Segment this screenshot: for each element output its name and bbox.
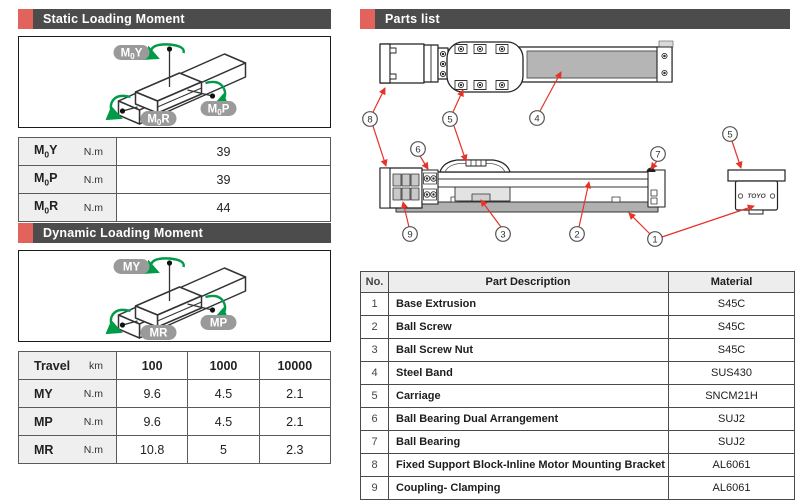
table-row: $M_0Y$ N.m 39	[19, 138, 331, 166]
moment-label-pitch	[201, 315, 237, 330]
table-row: MY N.m 9.6 4.5 2.1	[19, 380, 331, 408]
ball-screw	[438, 179, 655, 187]
value-cell: 4.5	[188, 408, 259, 436]
moment-label-yaw	[114, 45, 150, 61]
value-cell: 39	[117, 166, 331, 194]
svg-text:MR: MR	[149, 327, 168, 340]
moment-label-pitch	[201, 101, 237, 117]
parts-table	[360, 271, 795, 500]
dynamic-moment-table	[18, 351, 331, 464]
table-row: 8 Fixed Support Block-Inline Motor Mounting Bracket AL6061	[361, 454, 795, 477]
value-cell: 5	[188, 436, 259, 464]
accent-square	[18, 9, 33, 29]
col-header-description: Part Description	[389, 272, 669, 293]
static-moment-illustration	[19, 37, 330, 127]
svg-text:9: 9	[407, 229, 413, 241]
value-cell: 2.1	[259, 408, 330, 436]
callout-9	[403, 227, 418, 242]
callout-1	[648, 232, 663, 247]
parts-section-header	[360, 9, 790, 29]
top-view	[380, 41, 673, 92]
callout-5-top	[443, 112, 458, 127]
yaw-rotation-arrow	[151, 44, 184, 57]
section-title: Parts list	[385, 12, 440, 26]
svg-text:7: 7	[655, 149, 661, 161]
callout-5-right	[723, 127, 738, 142]
svg-text:MY: MY	[122, 261, 141, 274]
callout-2	[570, 227, 585, 242]
carriage-cross-section	[728, 170, 785, 214]
callout-6	[411, 142, 426, 157]
svg-text:4: 4	[534, 113, 540, 125]
motor-bracket-side	[380, 168, 422, 208]
svg-text:M0Y: $M_0Y$	[120, 47, 143, 61]
accent-square	[360, 9, 375, 29]
svg-text:5: 5	[727, 129, 733, 141]
ball-bearing-dual	[422, 170, 438, 204]
table-row: 3 Ball Screw Nut S45C	[361, 339, 795, 362]
value-cell: 2.3	[259, 436, 330, 464]
svg-text:1: 1	[652, 234, 658, 246]
value-cell: 39	[117, 138, 331, 166]
table-row: $M_0R$ N.m 44	[19, 194, 331, 222]
dynamic-moment-illustration	[19, 251, 330, 341]
table-row: 5 Carriage SNCM21H	[361, 385, 795, 408]
parts-table-header	[361, 272, 795, 293]
value-cell: 4.5	[188, 380, 259, 408]
carriage-side	[440, 160, 510, 172]
table-header-row: Travel km 100 1000 10000	[19, 352, 331, 380]
svg-text:6: 6	[415, 144, 421, 156]
table-row: 7 Ball Bearing SUJ2	[361, 431, 795, 454]
table-row: MR N.m 10.8 5 2.3	[19, 436, 331, 464]
value-cell: 44	[117, 194, 331, 222]
steel-band	[527, 51, 657, 78]
end-bearing-block	[647, 168, 666, 207]
yaw-rotation-arrow	[151, 258, 184, 271]
table-row: 4 Steel Band SUS430	[361, 362, 795, 385]
table-row: $M_0P$ N.m 39	[19, 166, 331, 194]
moment-label-yaw	[114, 259, 150, 274]
dynamic-section-header	[18, 223, 331, 243]
table-row: 9 Coupling- Clamping AL6061	[361, 477, 795, 500]
svg-text:5: 5	[447, 114, 453, 126]
col-header: 10000	[259, 352, 330, 380]
col-header: 100	[117, 352, 188, 380]
svg-text:3: 3	[500, 229, 506, 241]
svg-text:M0P: $M_0P$	[207, 103, 230, 117]
section-title: Static Loading Moment	[43, 12, 185, 26]
col-header: 1000	[188, 352, 259, 380]
left-column	[18, 0, 331, 492]
carriage-isometric	[136, 73, 202, 113]
mount-screws	[440, 51, 445, 76]
svg-text:MP: MP	[209, 317, 228, 330]
static-section-header	[18, 9, 331, 29]
base-clip	[612, 197, 620, 202]
static-moment-diagram	[18, 36, 331, 128]
callout-3	[496, 227, 511, 242]
value-cell: 2.1	[259, 380, 330, 408]
svg-text:M0R: $M_0R$	[147, 113, 170, 127]
static-moment-table	[18, 137, 331, 222]
top-view-rail	[500, 41, 673, 82]
svg-text:2: 2	[574, 229, 580, 241]
callout-7	[651, 147, 666, 162]
col-header-material: Material	[669, 272, 795, 293]
side-view	[380, 160, 665, 212]
top-view-motor-block	[380, 44, 448, 83]
callout-4	[530, 111, 545, 126]
accent-square	[18, 223, 33, 243]
top-view-carriage	[447, 42, 523, 92]
section-title: Dynamic Loading Moment	[43, 226, 203, 240]
value-cell: 10.8	[117, 436, 188, 464]
right-column	[360, 0, 790, 492]
parts-diagram	[360, 30, 790, 262]
brand-logo: TOYO	[747, 193, 766, 200]
svg-text:8: 8	[367, 114, 373, 126]
value-cell: 9.6	[117, 408, 188, 436]
table-row: MP N.m 9.6 4.5 2.1	[19, 408, 331, 436]
value-cell: 9.6	[117, 380, 188, 408]
table-row: 2 Ball Screw S45C	[361, 316, 795, 339]
col-header-no: No.	[361, 272, 389, 293]
end-cap	[657, 47, 672, 82]
table-row: 1 Base Extrusion S45C	[361, 293, 795, 316]
belt-clamp-tab	[659, 41, 673, 47]
carriage-isometric	[136, 287, 202, 327]
moment-label-roll	[141, 111, 177, 127]
dynamic-moment-diagram	[18, 250, 331, 342]
table-row: 6 Ball Bearing Dual Arrangement SUJ2	[361, 408, 795, 431]
moment-label-roll	[141, 325, 177, 340]
callout-8	[363, 112, 378, 127]
